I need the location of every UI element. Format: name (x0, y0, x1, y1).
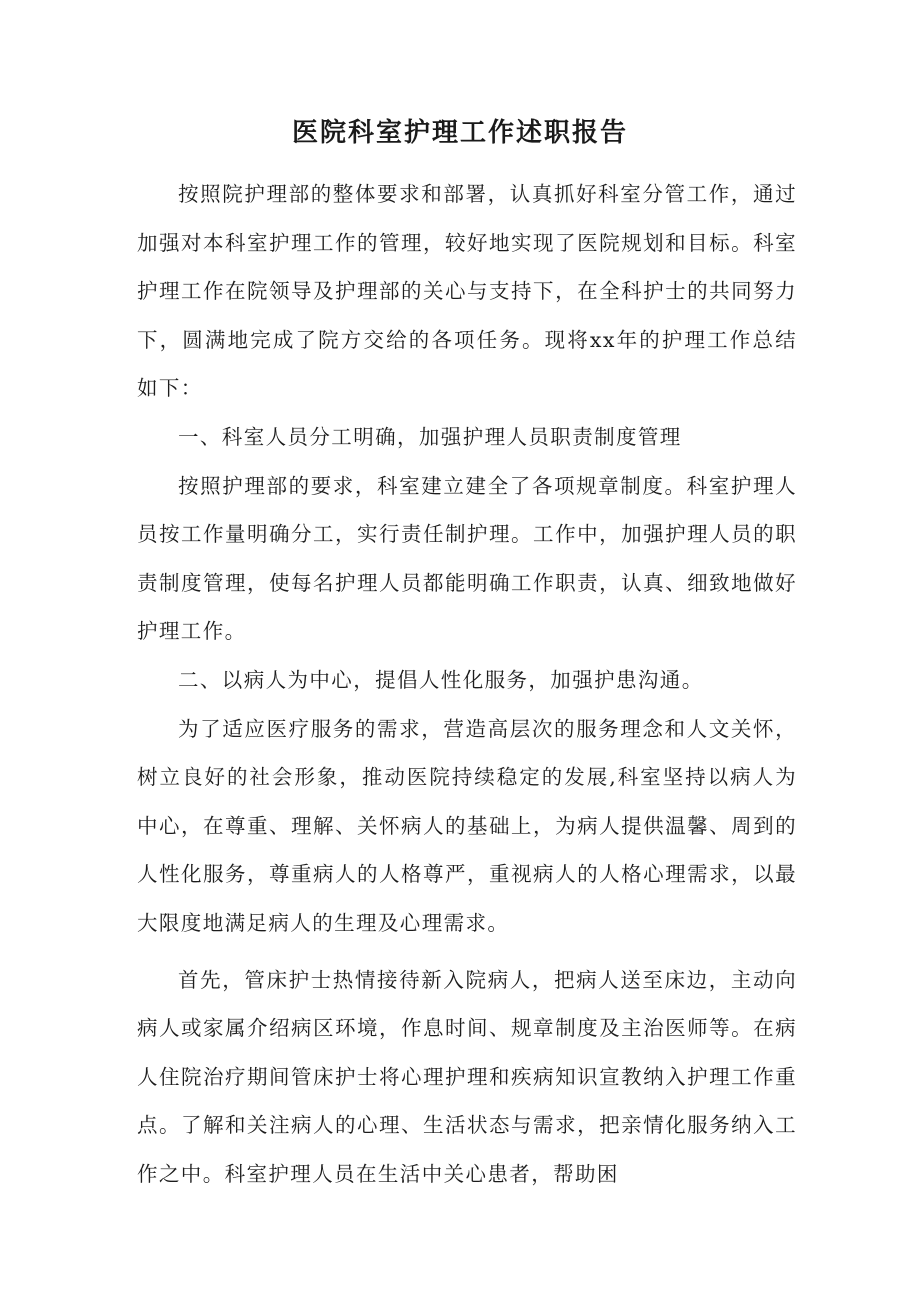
document-title: 医院科室护理工作述职报告 (291, 118, 628, 148)
paragraph-section-2: 为了适应医疗服务的需求，营造高层次的服务理念和人文关怀，树立良好的社会形象，推动医院持续稳定的发展,科室坚持以病人为中心，在尊重、理解、关怀病人的基础上，为病人提供温馨、周到的人性化服务，尊重病人的人格尊严，重视病人的人格心理需求，以最大限度地满足病人的生理及心理需求。 (137, 716, 797, 935)
paragraph-section-1: 按照护理部的要求，科室建立建全了各项规章制度。科室护理人员按工作量明确分工，实行责任制护理。工作中，加强护理人员的职责制度管理，使每名护理人员都能明确工作职责，认真、细致地做好护理工作。 (137, 473, 797, 644)
document-body (137, 170, 797, 1198)
paragraph-section-2-continued: 首先，管床护士热情接待新入院病人，把病人送至床边，主动向病人或家属介绍病区环境，作息时间、规章制度及主治医师等。在病人住院治疗期间管床护士将心理护理和疾病知识宣教纳入护理工作重点。了解和关注病人的心理、生活状态与需求，把亲情化服务纳入工作之中。科室护理人员在生活中关心患者，帮助困 (137, 967, 797, 1186)
section-heading-2: 二、以病人为中心，提倡人性化服务，加强护患沟通。 (178, 667, 704, 692)
section-heading-1: 一、科室人员分工明确，加强护理人员职责制度管理 (178, 424, 682, 449)
paragraph-intro: 按照院护理部的整体要求和部署，认真抓好科室分管工作，通过加强对本科室护理工作的管理，较好地实现了医院规划和目标。科室护理工作在院领导及护理部的关心与支持下，在全科护士的共同努力下，圆满地完成了院方交给的各项任务。现将xx年的护理工作总结如下： (137, 182, 797, 401)
